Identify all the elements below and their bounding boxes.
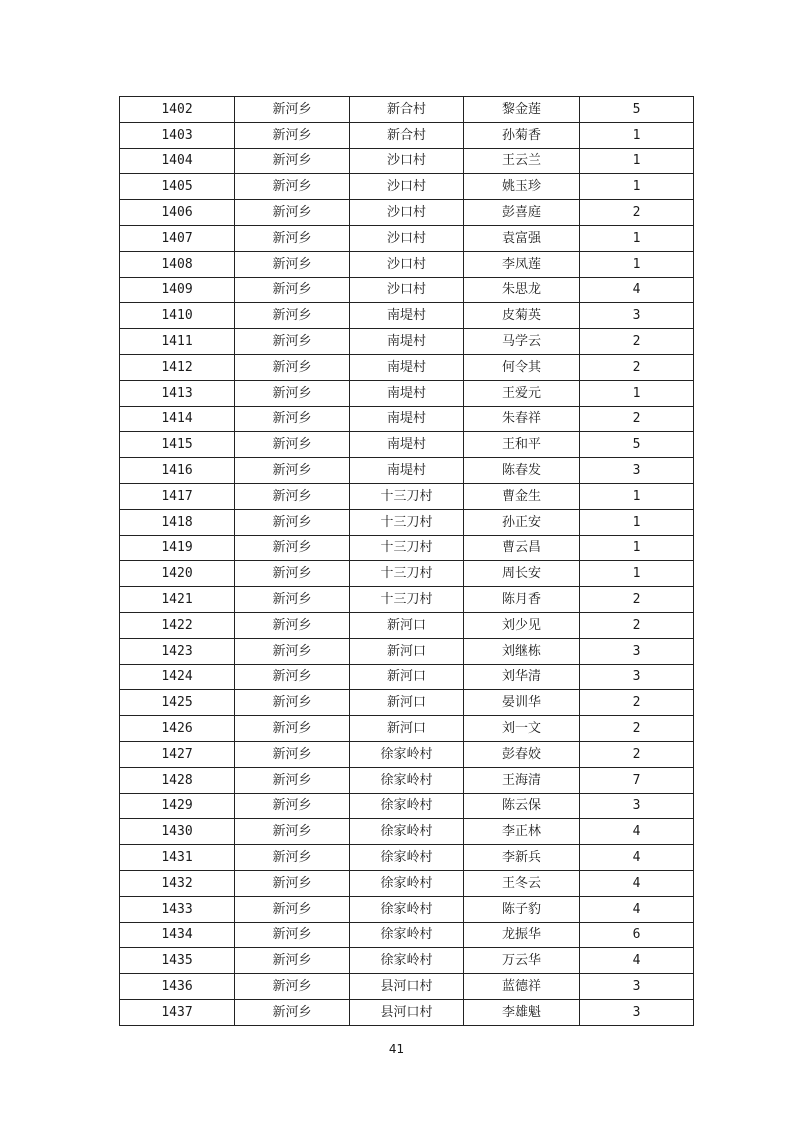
- cell-village: 沙口村: [350, 200, 464, 226]
- cell-village: 沙口村: [350, 251, 464, 277]
- cell-count: 1: [580, 380, 694, 406]
- cell-village: 新河口: [350, 612, 464, 638]
- cell-id: 1435: [120, 948, 235, 974]
- cell-village: 南堤村: [350, 458, 464, 484]
- table-row: [120, 896, 694, 922]
- table-row: [120, 664, 694, 690]
- cell-count: 2: [580, 329, 694, 355]
- table-row: [120, 303, 694, 329]
- cell-village: 徐家岭村: [350, 870, 464, 896]
- cell-name: 刘少见: [464, 612, 580, 638]
- cell-name: 袁富强: [464, 225, 580, 251]
- cell-name: 黎金莲: [464, 97, 580, 123]
- table-row: [120, 97, 694, 123]
- cell-town: 新河乡: [235, 587, 350, 613]
- cell-count: 4: [580, 948, 694, 974]
- cell-town: 新河乡: [235, 845, 350, 871]
- cell-name: 朱春祥: [464, 406, 580, 432]
- cell-id: 1423: [120, 638, 235, 664]
- cell-village: 南堤村: [350, 354, 464, 380]
- cell-village: 县河口村: [350, 974, 464, 1000]
- cell-town: 新河乡: [235, 122, 350, 148]
- table-row: [120, 922, 694, 948]
- table-row: [120, 458, 694, 484]
- cell-count: 2: [580, 406, 694, 432]
- cell-count: 2: [580, 612, 694, 638]
- cell-count: 2: [580, 587, 694, 613]
- table-row: [120, 716, 694, 742]
- table-row: [120, 974, 694, 1000]
- cell-town: 新河乡: [235, 303, 350, 329]
- table-row: [120, 483, 694, 509]
- cell-count: 4: [580, 845, 694, 871]
- table-row: [120, 793, 694, 819]
- cell-count: 2: [580, 741, 694, 767]
- table-row: [120, 612, 694, 638]
- cell-id: 1419: [120, 535, 235, 561]
- cell-count: 3: [580, 999, 694, 1025]
- cell-town: 新河乡: [235, 432, 350, 458]
- table-row: [120, 690, 694, 716]
- cell-name: 王和平: [464, 432, 580, 458]
- cell-name: 王爱元: [464, 380, 580, 406]
- table-row: [120, 767, 694, 793]
- table-row: [120, 406, 694, 432]
- table-row: [120, 174, 694, 200]
- cell-village: 沙口村: [350, 225, 464, 251]
- cell-count: 1: [580, 509, 694, 535]
- cell-town: 新河乡: [235, 380, 350, 406]
- cell-town: 新河乡: [235, 664, 350, 690]
- cell-count: 5: [580, 432, 694, 458]
- cell-count: 2: [580, 354, 694, 380]
- cell-town: 新河乡: [235, 483, 350, 509]
- cell-name: 刘华清: [464, 664, 580, 690]
- cell-village: 徐家岭村: [350, 819, 464, 845]
- cell-name: 刘一文: [464, 716, 580, 742]
- cell-town: 新河乡: [235, 716, 350, 742]
- cell-name: 陈月香: [464, 587, 580, 613]
- cell-town: 新河乡: [235, 97, 350, 123]
- table-row: [120, 638, 694, 664]
- cell-village: 新河口: [350, 638, 464, 664]
- cell-town: 新河乡: [235, 354, 350, 380]
- table-row: [120, 999, 694, 1025]
- cell-village: 沙口村: [350, 174, 464, 200]
- cell-count: 4: [580, 870, 694, 896]
- cell-name: 皮菊英: [464, 303, 580, 329]
- cell-village: 徐家岭村: [350, 948, 464, 974]
- cell-town: 新河乡: [235, 174, 350, 200]
- table-row: [120, 587, 694, 613]
- cell-name: 陈子豹: [464, 896, 580, 922]
- cell-name: 孙菊香: [464, 122, 580, 148]
- cell-town: 新河乡: [235, 870, 350, 896]
- table-row: [120, 148, 694, 174]
- cell-count: 3: [580, 664, 694, 690]
- cell-town: 新河乡: [235, 200, 350, 226]
- page-number: 41: [388, 1042, 405, 1056]
- table-row: [120, 535, 694, 561]
- cell-id: 1407: [120, 225, 235, 251]
- cell-count: 5: [580, 97, 694, 123]
- cell-count: 4: [580, 277, 694, 303]
- cell-name: 姚玉珍: [464, 174, 580, 200]
- cell-count: 1: [580, 148, 694, 174]
- cell-town: 新河乡: [235, 793, 350, 819]
- cell-village: 南堤村: [350, 303, 464, 329]
- cell-id: 1416: [120, 458, 235, 484]
- table-row: [120, 122, 694, 148]
- cell-name: 刘继栋: [464, 638, 580, 664]
- cell-town: 新河乡: [235, 225, 350, 251]
- cell-name: 曹金生: [464, 483, 580, 509]
- cell-count: 1: [580, 483, 694, 509]
- cell-count: 1: [580, 122, 694, 148]
- cell-village: 南堤村: [350, 432, 464, 458]
- cell-id: 1421: [120, 587, 235, 613]
- cell-name: 陈云保: [464, 793, 580, 819]
- records-table-body: [120, 97, 694, 1026]
- cell-town: 新河乡: [235, 741, 350, 767]
- cell-id: 1415: [120, 432, 235, 458]
- cell-count: 1: [580, 251, 694, 277]
- cell-id: 1420: [120, 561, 235, 587]
- cell-id: 1402: [120, 97, 235, 123]
- cell-id: 1417: [120, 483, 235, 509]
- cell-name: 曹云昌: [464, 535, 580, 561]
- table-row: [120, 225, 694, 251]
- cell-id: 1427: [120, 741, 235, 767]
- cell-id: 1424: [120, 664, 235, 690]
- cell-count: 2: [580, 690, 694, 716]
- cell-count: 7: [580, 767, 694, 793]
- table-row: [120, 432, 694, 458]
- cell-town: 新河乡: [235, 974, 350, 1000]
- cell-name: 朱思龙: [464, 277, 580, 303]
- cell-village: 南堤村: [350, 329, 464, 355]
- cell-id: 1436: [120, 974, 235, 1000]
- cell-village: 十三刀村: [350, 509, 464, 535]
- cell-count: 1: [580, 535, 694, 561]
- cell-town: 新河乡: [235, 329, 350, 355]
- table-row: [120, 509, 694, 535]
- cell-village: 徐家岭村: [350, 922, 464, 948]
- cell-id: 1437: [120, 999, 235, 1025]
- table-row: [120, 870, 694, 896]
- cell-town: 新河乡: [235, 922, 350, 948]
- cell-village: 徐家岭村: [350, 845, 464, 871]
- cell-id: 1428: [120, 767, 235, 793]
- cell-name: 周长安: [464, 561, 580, 587]
- cell-id: 1422: [120, 612, 235, 638]
- cell-town: 新河乡: [235, 767, 350, 793]
- cell-id: 1406: [120, 200, 235, 226]
- cell-name: 李正林: [464, 819, 580, 845]
- cell-id: 1430: [120, 819, 235, 845]
- cell-town: 新河乡: [235, 612, 350, 638]
- cell-name: 王冬云: [464, 870, 580, 896]
- cell-village: 沙口村: [350, 148, 464, 174]
- cell-name: 彭喜庭: [464, 200, 580, 226]
- cell-id: 1431: [120, 845, 235, 871]
- table-row: [120, 354, 694, 380]
- cell-id: 1405: [120, 174, 235, 200]
- cell-village: 十三刀村: [350, 535, 464, 561]
- cell-village: 沙口村: [350, 277, 464, 303]
- cell-id: 1413: [120, 380, 235, 406]
- cell-id: 1414: [120, 406, 235, 432]
- cell-id: 1412: [120, 354, 235, 380]
- cell-count: 3: [580, 303, 694, 329]
- cell-name: 王云兰: [464, 148, 580, 174]
- table-row: [120, 277, 694, 303]
- cell-village: 徐家岭村: [350, 793, 464, 819]
- table-row: [120, 251, 694, 277]
- cell-name: 彭春姣: [464, 741, 580, 767]
- cell-id: 1426: [120, 716, 235, 742]
- cell-count: 1: [580, 561, 694, 587]
- cell-town: 新河乡: [235, 561, 350, 587]
- cell-name: 晏训华: [464, 690, 580, 716]
- cell-count: 3: [580, 458, 694, 484]
- cell-village: 新河口: [350, 664, 464, 690]
- cell-name: 李新兵: [464, 845, 580, 871]
- cell-count: 6: [580, 922, 694, 948]
- cell-town: 新河乡: [235, 251, 350, 277]
- cell-town: 新河乡: [235, 148, 350, 174]
- table-row: [120, 948, 694, 974]
- cell-village: 新河口: [350, 716, 464, 742]
- cell-id: 1404: [120, 148, 235, 174]
- table-row: [120, 329, 694, 355]
- cell-name: 陈春发: [464, 458, 580, 484]
- cell-count: 1: [580, 174, 694, 200]
- cell-name: 孙正安: [464, 509, 580, 535]
- cell-count: 1: [580, 225, 694, 251]
- cell-count: 4: [580, 819, 694, 845]
- cell-id: 1408: [120, 251, 235, 277]
- cell-id: 1411: [120, 329, 235, 355]
- cell-town: 新河乡: [235, 458, 350, 484]
- cell-count: 3: [580, 974, 694, 1000]
- cell-id: 1418: [120, 509, 235, 535]
- table-row: [120, 819, 694, 845]
- cell-village: 南堤村: [350, 406, 464, 432]
- table-row: [120, 845, 694, 871]
- cell-name: 龙振华: [464, 922, 580, 948]
- cell-id: 1433: [120, 896, 235, 922]
- cell-village: 十三刀村: [350, 587, 464, 613]
- cell-village: 新合村: [350, 122, 464, 148]
- cell-town: 新河乡: [235, 277, 350, 303]
- table-row: [120, 741, 694, 767]
- cell-town: 新河乡: [235, 638, 350, 664]
- cell-count: 3: [580, 638, 694, 664]
- cell-name: 蓝德祥: [464, 974, 580, 1000]
- cell-village: 新合村: [350, 97, 464, 123]
- cell-town: 新河乡: [235, 406, 350, 432]
- cell-village: 南堤村: [350, 380, 464, 406]
- cell-village: 新河口: [350, 690, 464, 716]
- records-table: [119, 96, 694, 1026]
- cell-count: 3: [580, 793, 694, 819]
- cell-name: 李凤莲: [464, 251, 580, 277]
- cell-town: 新河乡: [235, 819, 350, 845]
- cell-village: 县河口村: [350, 999, 464, 1025]
- cell-id: 1434: [120, 922, 235, 948]
- cell-town: 新河乡: [235, 509, 350, 535]
- cell-id: 1409: [120, 277, 235, 303]
- cell-village: 徐家岭村: [350, 741, 464, 767]
- table-row: [120, 200, 694, 226]
- cell-name: 马学云: [464, 329, 580, 355]
- cell-town: 新河乡: [235, 999, 350, 1025]
- cell-village: 十三刀村: [350, 561, 464, 587]
- cell-count: 4: [580, 896, 694, 922]
- cell-name: 李雄魁: [464, 999, 580, 1025]
- table-row: [120, 380, 694, 406]
- cell-id: 1425: [120, 690, 235, 716]
- cell-town: 新河乡: [235, 535, 350, 561]
- cell-name: 万云华: [464, 948, 580, 974]
- cell-village: 徐家岭村: [350, 767, 464, 793]
- cell-name: 何令其: [464, 354, 580, 380]
- cell-village: 十三刀村: [350, 483, 464, 509]
- cell-id: 1432: [120, 870, 235, 896]
- cell-name: 王海清: [464, 767, 580, 793]
- cell-village: 徐家岭村: [350, 896, 464, 922]
- cell-count: 2: [580, 716, 694, 742]
- cell-count: 2: [580, 200, 694, 226]
- cell-id: 1429: [120, 793, 235, 819]
- cell-id: 1403: [120, 122, 235, 148]
- cell-town: 新河乡: [235, 896, 350, 922]
- table-row: [120, 561, 694, 587]
- cell-town: 新河乡: [235, 690, 350, 716]
- cell-town: 新河乡: [235, 948, 350, 974]
- cell-id: 1410: [120, 303, 235, 329]
